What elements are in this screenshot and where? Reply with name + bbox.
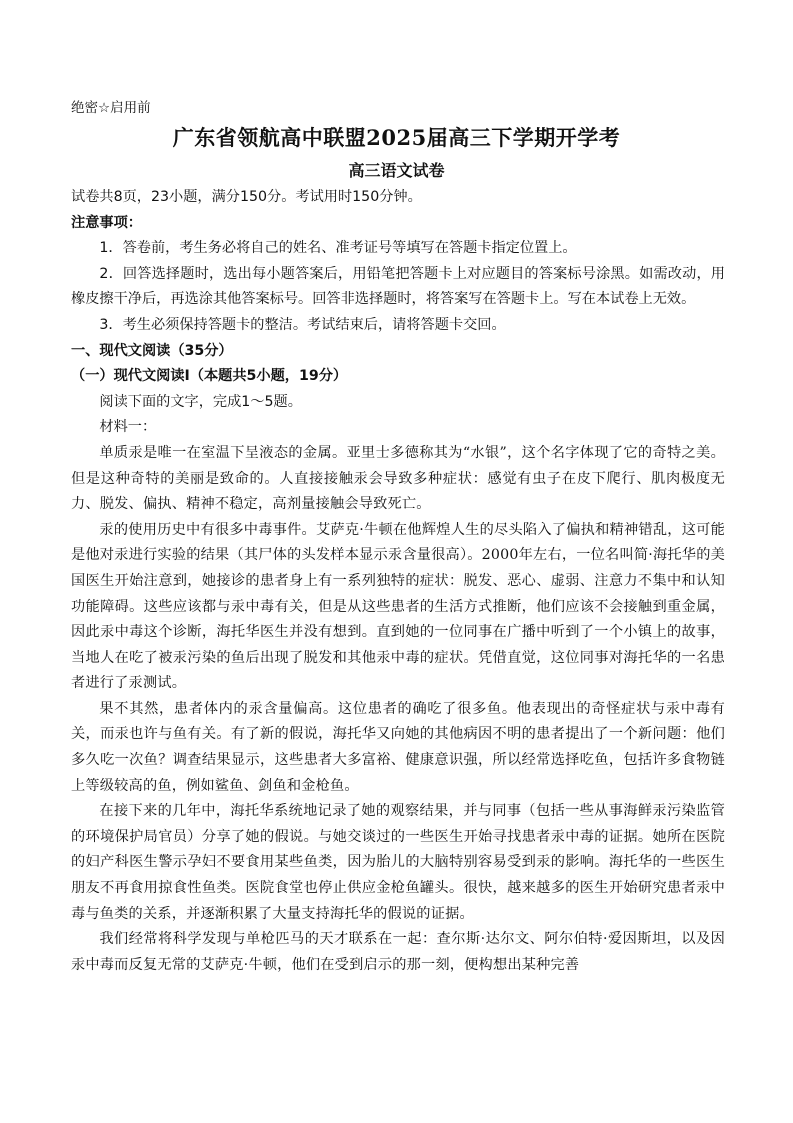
section-heading: 一、现代文阅读（35分） [71,342,233,359]
secret-mark: 绝密☆启用前 [71,100,151,116]
exam-body [71,185,725,978]
note-item-3: 3．考生必须保持答题卡的整洁。考试结束后，请将答题卡交回。 [99,316,506,333]
page-title: 广东省领航高中联盟2025届高三下学期开学考 [172,125,621,150]
exam-overview: 试卷共8页，23小题，满分150分。考试用时150分钟。 [71,189,422,205]
passage-paragraph: 在接下来的几年中，海托华系统地记录了她的观察结果，并与同事（包括一些从事海鲜汞污染监管的环境保护局官员）分享了她的假说。与她交谈过的一些医生开始寻找患者汞中毒的证据。她所在医院的妇产科医生警示孕妇不要食用某些鱼类，因为胎儿的大脑特别容易受到汞的影响。海托华的一些医生朋友不再食用掠食性鱼类。医院食堂也停止供应金枪鱼罐头。很快，越来越多的医生开始研究患者汞中毒与鱼类的关系，并逐渐积累了大量支持海托华的假说的证据。 [71,803,725,922]
passage-paragraph: 汞的使用历史中有很多中毒事件。艾萨克·牛顿在他辉煌人生的尽头陷入了偏执和精神错乱，这可能是他对汞进行实验的结果（其尸体的头发样本显示汞含量很高）。2000年左右，一位名叫简·海托华的美国医生开始注意到，她接诊的患者身上有一系列独特的症状：脱发、恶心、虚弱、注意力不集中和认知功能障碍。这些应该都与汞中毒有关，但是从这些患者的生活方式推断，他们应该不会接触到重金属，因此汞中毒这个诊断，海托华医生并没有想到。直到她的一位同事在广播中听到了一个小镇上的故事，当地人在吃了被汞污染的鱼后出现了脱发和其他汞中毒的症状。凭借直觉，这位同事对海托华的一名患者进行了汞测试。 [71,521,725,692]
material-label: 材料一： [99,419,157,436]
section-sub-heading: （一）现代文阅读Ⅰ（本题共5小题，19分） [71,368,348,385]
section-instruction: 阅读下面的文字，完成1～5题。 [99,393,302,410]
passage-paragraph: 单质汞是唯一在室温下呈液态的金属。亚里士多德称其为“水银”，这个名字体现了它的奇特之美。但是这种奇特的美丽是致命的。人直接接触汞会导致多种症状：感觉有虫子在皮下爬行、肌肉极度无力、脱发、偏执、精神不稳定，高剂量接触会导致死亡。 [71,444,725,513]
notes-heading: 注意事项： [71,214,142,231]
note-item-2: 2．回答选择题时，选出每小题答案后，用铅笔把答题卡上对应题目的答案标号涂黑。如需改动，用橡皮擦干净后，再选涂其他答案标号。回答非选择题时，将答案写在答题卡上。写在本试卷上无效。 [71,265,725,308]
note-item-1: 1．答卷前，考生务必将自己的姓名、准考证号等填写在答题卡指定位置上。 [99,240,577,257]
passage-paragraph: 果不其然，患者体内的汞含量偏高。这位患者的确吃了很多鱼。他表现出的奇怪症状与汞中毒有关，而汞也许与鱼有关。有了新的假说，海托华又向她的其他病因不明的患者提出了一个新问题：他们多久吃一次鱼？调查结果显示，这些患者大多富裕、健康意识强，所以经常选择吃鱼，包括许多食物链上等级较高的鱼，例如鲨鱼、剑鱼和金枪鱼。 [71,700,725,794]
passage-paragraph: 我们经常将科学发现与单枪匹马的天才联系在一起：查尔斯·达尔文、阿尔伯特·爱因斯坦，以及因汞中毒而反复无常的艾萨克·牛顿，他们在受到启示的那一刻，便构想出某种完善 [71,931,725,973]
page-subtitle: 高三语文试卷 [348,161,445,180]
